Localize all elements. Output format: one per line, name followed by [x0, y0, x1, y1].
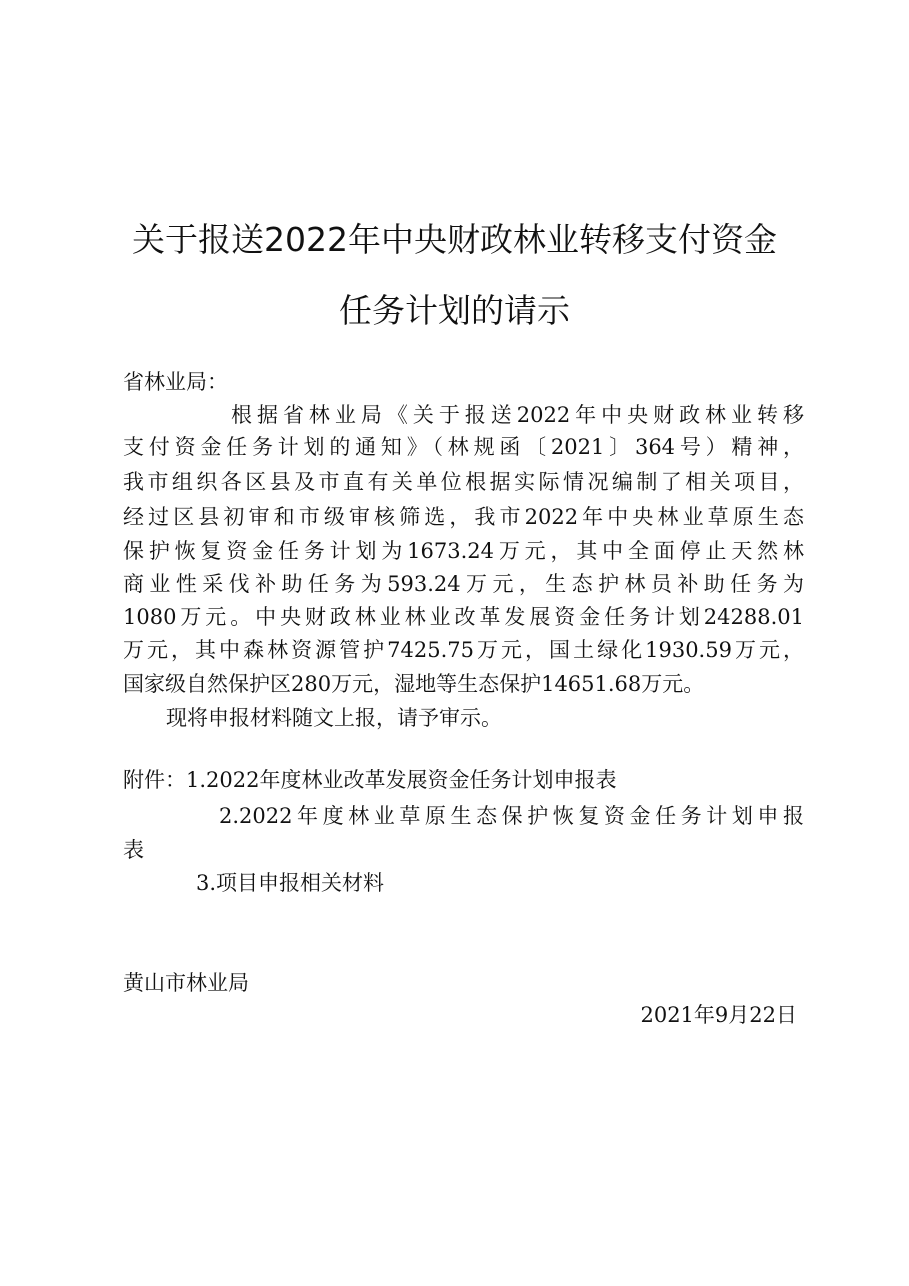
- body-line-6: 商业性采伐补助任务为593.24万元，生态护林员补助任务为: [123, 572, 804, 596]
- body-line-3: 我市组织各区县及市直有关单位根据实际情况编制了相关项目，: [123, 470, 804, 494]
- body-line-4: 经过区县初审和市级审核筛选，我市2022年中央林业草原生态: [123, 505, 804, 529]
- body-line-8: 万元，其中森林资源管护7425.75万元，国土绿化1930.59万元，: [123, 638, 804, 662]
- body-line-5: 保护恢复资金任务计划为1673.24万元，其中全面停止天然林: [123, 539, 804, 563]
- body-line-7: 1080万元。中央财政林业林业改革发展资金任务计划24288.01: [123, 605, 804, 629]
- signature: 黄山市林业局: [123, 971, 249, 995]
- date: 2021年9月22日: [640, 1003, 797, 1027]
- salutation: 省林业局：: [123, 370, 228, 394]
- body-line-1: 根据省林业局《关于报送2022年中央财政林业转移: [231, 403, 804, 427]
- body-line-2: 支付资金任务计划的通知》（林规函〔2021〕364号）精神，: [123, 435, 804, 459]
- attachment-item-2: 2.2022年度林业草原生态保护恢复资金任务计划申报: [219, 804, 804, 828]
- body-line-9: 国家级自然保护区280万元，湿地等生态保护14651.68万元。: [123, 672, 705, 696]
- attachment-item-1: 附件：1.2022年度林业改革发展资金任务计划申报表: [123, 768, 617, 792]
- closing-line: 现将申报材料随文上报，请予审示。: [166, 706, 502, 730]
- document-title-line-1: 关于报送2022年中央财政林业转移支付资金: [132, 220, 777, 259]
- document-title-line-2: 任务计划的请示: [339, 291, 570, 330]
- attachment-item-2-continued: 表: [123, 838, 144, 862]
- attachment-item-3: 3.项目申报相关材料: [196, 871, 385, 895]
